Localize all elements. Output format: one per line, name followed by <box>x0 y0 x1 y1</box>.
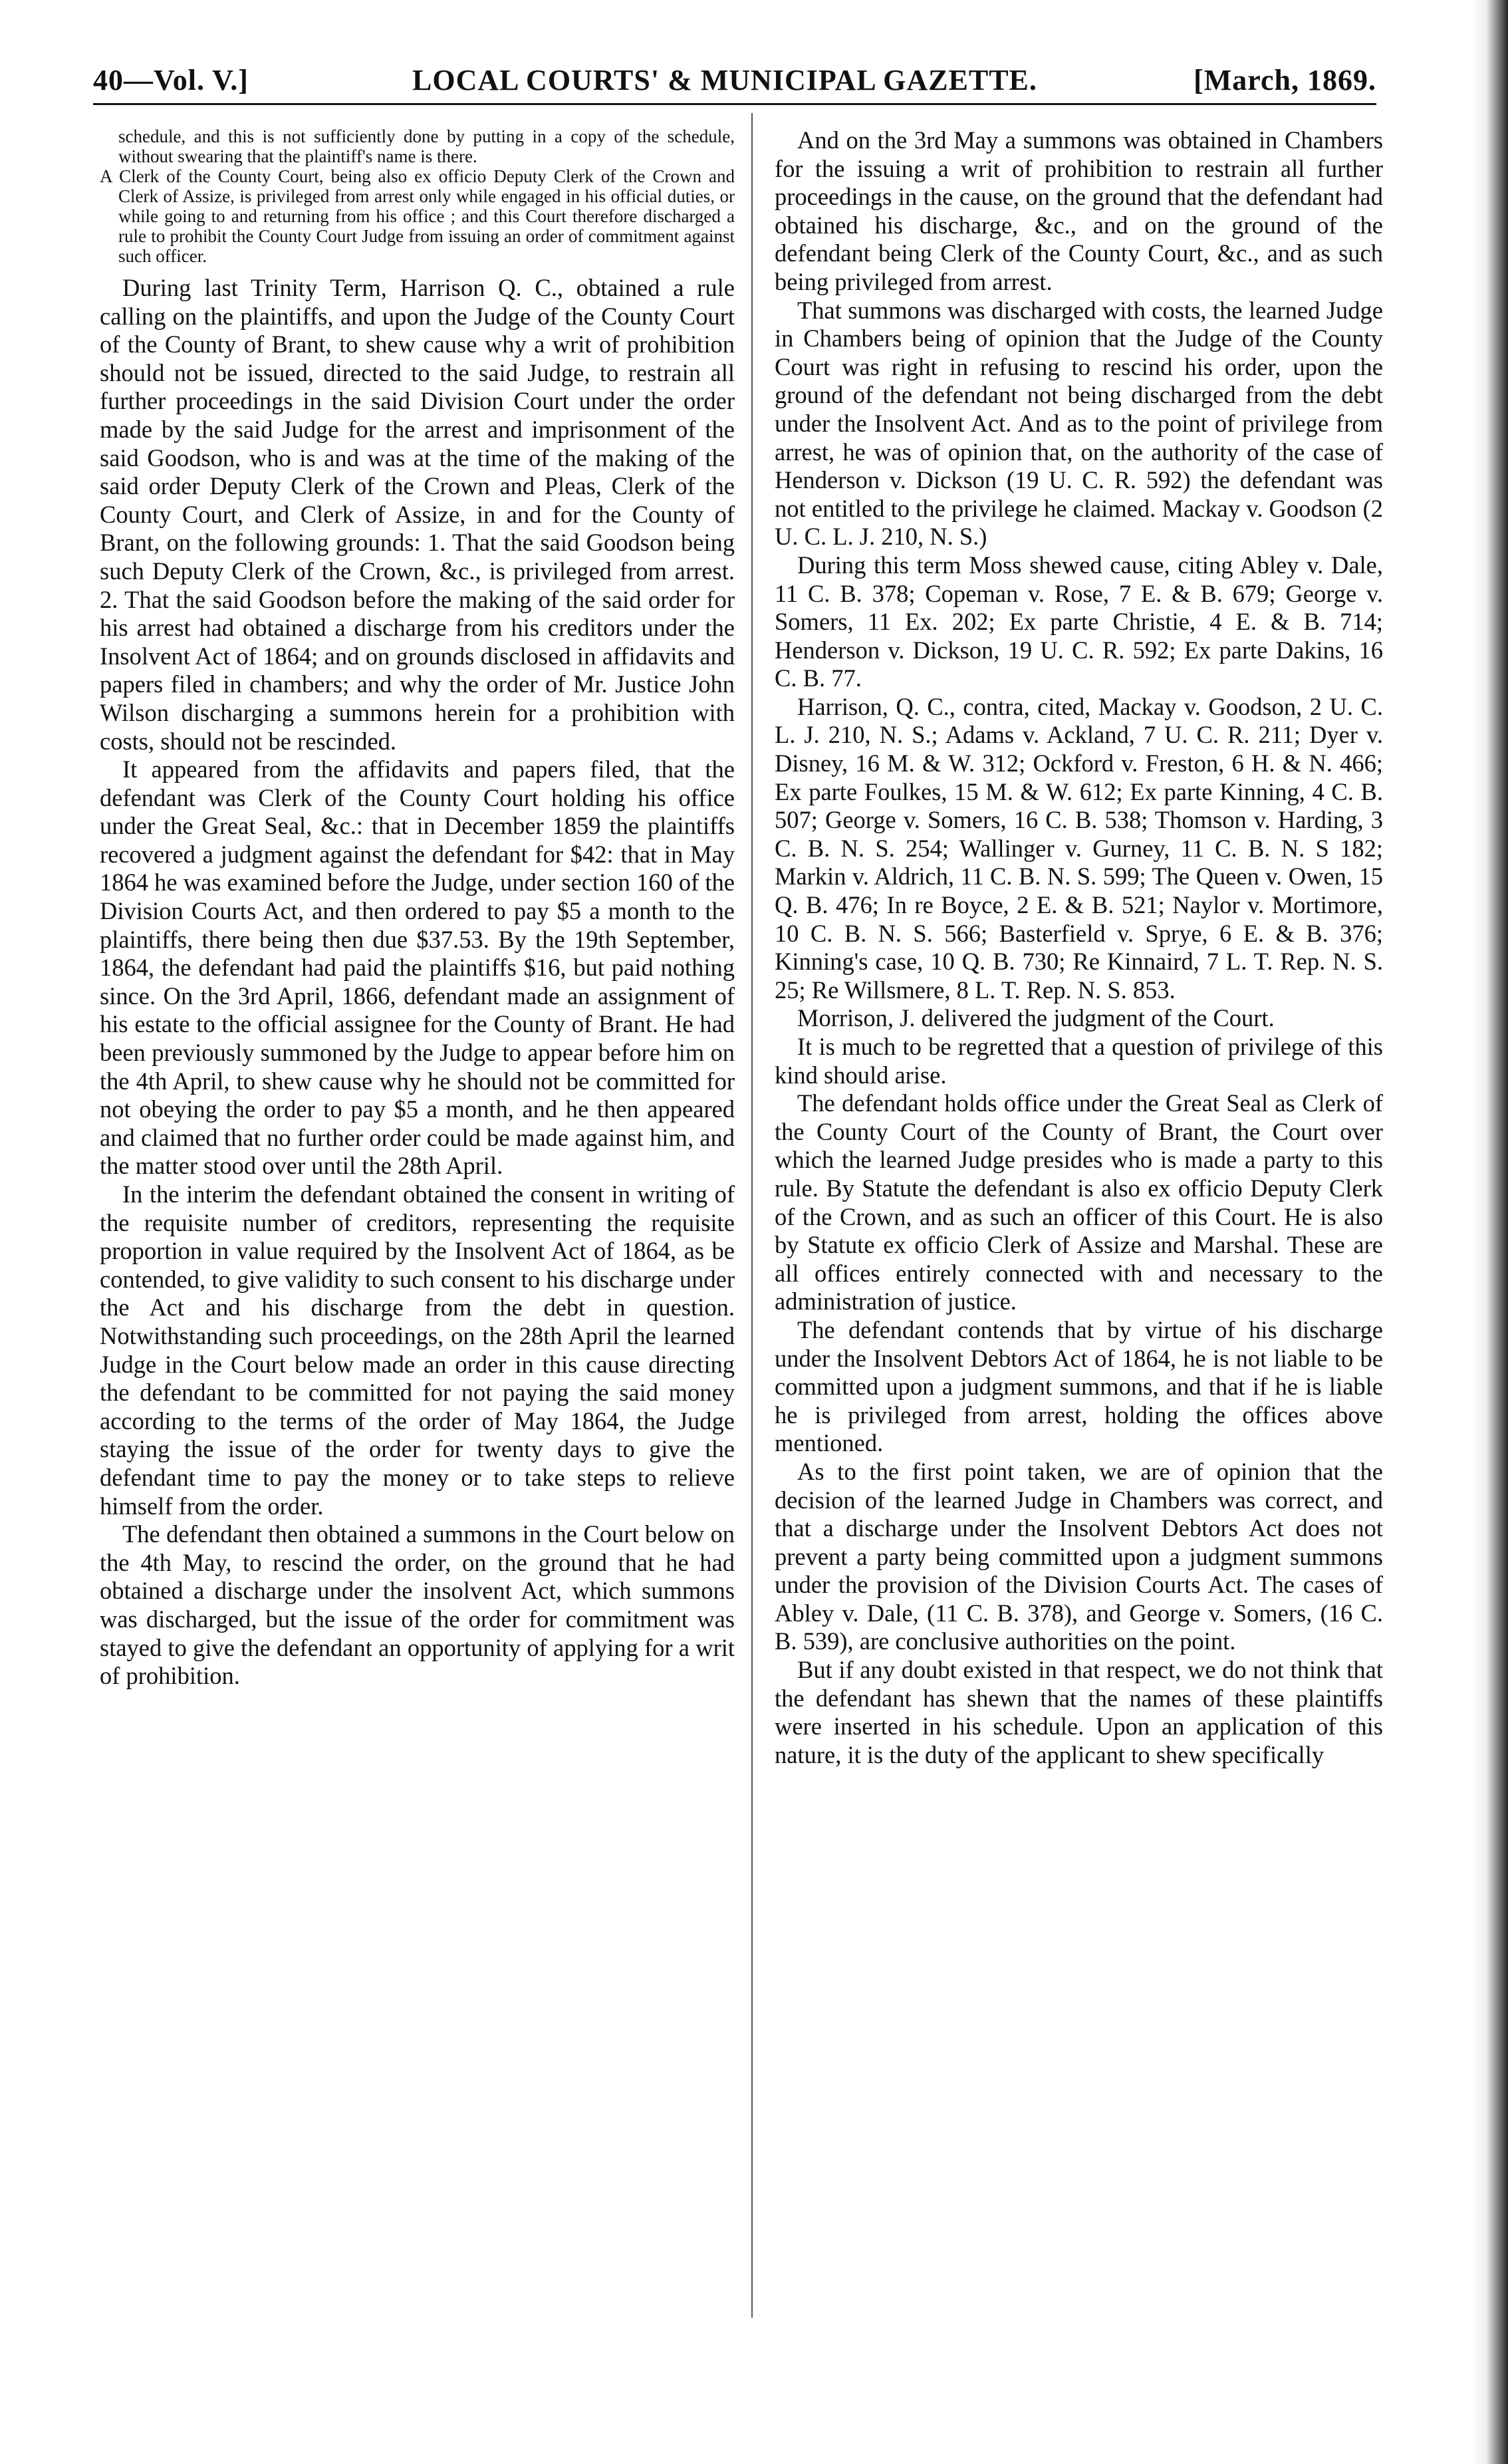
publication-title: LOCAL COURTS' & MUNICIPAL GAZETTE. <box>412 64 1037 96</box>
body-paragraph: As to the first point taken, we are of opinion that the decision of the learned Judge in Chambers was correct, and that a discharge under the Insolvent Debtors Act does not prevent a party being committed upon a judgment summons under the provision of the Division Courts Act. The cases of Abley v. Dale, (11 C. B. 378), and George v. Somers, (16 C. B. 539), are conclusive authorities on the point. <box>775 1457 1383 1655</box>
column-divider <box>751 113 753 2318</box>
scan-edge-shadow <box>1471 0 1508 2464</box>
page-header <box>93 63 1376 105</box>
volume-page-number: 40—Vol. V.] <box>93 64 249 96</box>
body-paragraph: Morrison, J. delivered the judgment of the Court. <box>797 1004 1275 1032</box>
issue-date: [March, 1869. <box>1194 64 1376 96</box>
headnote-continuation: schedule, and this is not sufficiently done by putting in a copy of the schedule, without swearing that the plaintiff's name is there. <box>118 126 735 166</box>
body-paragraph: And on the 3rd May a summons was obtained in Chambers for the issuing a writ of prohibition to restrain all further proceedings in the cause, on the ground that the defendant had obtained his discharge, &c., and on the ground of the defendant being Clerk of the County Court, &c., and as such being privileged from arrest. <box>775 126 1383 295</box>
headnote-paragraph: A Clerk of the County Court, being also ex officio Deputy Clerk of the Crown and Clerk of Assize, is privileged from arrest only while engaged in his official duties, or while going to and returning from his office ; and this Court therefore discharged a rule to prohibit the County Court Judge from issuing an order of commitment against such officer. <box>100 166 735 266</box>
body-paragraph: But if any doubt existed in that respect, we do not think that the defendant has shewn that the names of these plaintiffs were inserted in his schedule. Upon an application of this nature, it is the duty of the applicant to shew specifically <box>775 1656 1383 1768</box>
right-column <box>775 126 1383 1769</box>
body-paragraph: It is much to be regretted that a question of privilege of this kind should arise. <box>775 1033 1383 1089</box>
body-paragraph: The defendant contends that by virtue of his discharge under the Insolvent Debtors Act of 1864, he is not liable to be committed upon a judgment summons, and that if he is liable he is privileged from arrest, holding the offices above mentioned. <box>775 1315 1383 1457</box>
body-paragraph: That summons was discharged with costs, the learned Judge in Chambers being of opinion that the Judge of the County Court was right in refusing to rescind his order, upon the ground of the defendant not being discharged from the debt under the Insolvent Act. And as to the point of privilege from arrest, he was of opinion that, on the authority of the case of Henderson v. Dickson (19 U. C. R. 592) the defendant was not entitled to the privilege he claimed. Mackay v. Goodson (2 U. C. L. J. 210, N. S.) <box>775 296 1383 551</box>
body-paragraph: Harrison, Q. C., contra, cited, Mackay v. Goodson, 2 U. C. L. J. 210, N. S.; Adams v. Ackland, 7 U. C. R. 211; Dyer v. Disney, 16 M. & W. 312; Ockford v. Freston, 6 H. & N. 466; Ex parte Foulkes, 15 M. & W. 612; Ex parte Kinning, 4 C. B. 507; George v. Somers, 16 C. B. 538; Thomson v. Harding, 3 C. B. N. S. 254; Wallinger v. Gurney, 11 C. B. N. S 182; Markin v. Aldrich, 11 C. B. N. S. 599; The Queen v. Owen, 15 Q. B. 476; In re Boyce, 2 E. & B. 521; Naylor v. Mortimore, 10 C. B. N. S. 566; Basterfield v. Sprye, 6 E. & B. 376; Kinning's case, 10 Q. B. 730; Re Kinnaird, 7 L. T. Rep. N. S. 25; Re Willsmere, 8 L. T. Rep. N. S. 853. <box>775 692 1383 1004</box>
body-paragraph: It appeared from the affidavits and papers filed, that the defendant was Clerk of the County Court holding his office under the Great Seal, &c.: that in December 1859 the plaintiffs recovered a judgment against the defendant for $42: that in May 1864 he was examined before the Judge, under section 160 of the Division Courts Act, and then ordered to pay $5 a month to the plaintiffs, there being then due $37.53. By the 19th September, 1864, the defendant had paid the plaintiffs $16, but paid nothing since. On the 3rd April, 1866, defendant made an assignment of his estate to the official assignee for the County of Brant. He had been previously summoned by the Judge to appear before him on the 4th April, to shew cause why he should not be committed for not obeying the order to pay $5 a month, and he then appeared and claimed that no further order could be made against him, and the matter stood over until the 28th April. <box>100 755 735 1180</box>
body-paragraph: In the interim the defendant obtained the consent in writing of the requisite number of creditors, representing the requisite proportion in value required by the Insolvent Act of 1864, as be contended, to give validity to such consent to his discharge under the Act and his discharge from the debt in question. Notwithstanding such proceedings, on the 28th April the learned Judge in the Court below made an order in this cause directing the defendant to be committed for not paying the said money according to the terms of the order of May 1864, the Judge staying the issue of the order for twenty days to give the defendant time to pay the money or to take steps to relieve himself from the order. <box>100 1180 735 1520</box>
body-paragraph: The defendant then obtained a summons in the Court below on the 4th May, to rescind the order, on the ground that he had obtained a discharge under the insolvent Act, which summons was discharged, but the issue of the order for commitment was stayed to give the defendant an opportunity of applying for a writ of prohibition. <box>100 1520 735 1690</box>
body-paragraph: During last Trinity Term, Harrison Q. C., obtained a rule calling on the plaintiffs, and upon the Judge of the County Court of the County of Brant, to shew cause why a writ of prohibition should not be issued, directed to the said Judge, to restrain all further proceedings in the said Division Court under the order made by the said Judge for the arrest and imprisonment of the said Goodson, who is and was at the time of the making of the said order Deputy Clerk of the Crown and Pleas, Clerk of the County Court, and Clerk of Assize, in and for the County of Brant, on the following grounds: 1. That the said Goodson being such Deputy Clerk of the Crown, &c., is privileged from arrest. 2. That the said Goodson before the making of the said order for his arrest had obtained a discharge from his creditors under the Insolvent Act of 1864; and on grounds disclosed in affidavits and papers filed in chambers; and why the order of Mr. Justice John Wilson discharging a summons herein for a prohibition with costs, should not be rescinded. <box>100 274 735 755</box>
case-headnote <box>100 126 735 266</box>
left-column <box>100 126 735 1691</box>
body-paragraph: During this term Moss shewed cause, citing Abley v. Dale, 11 C. B. 378; Copeman v. Rose, 7 E. & B. 679; George v. Somers, 11 Ex. 202; Ex parte Christie, 4 E. & B. 714; Henderson v. Dickson, 19 U. C. R. 592; Ex parte Dakins, 16 C. B. 77. <box>775 551 1383 692</box>
body-paragraph: The defendant holds office under the Great Seal as Clerk of the County Court of the County of Brant, the Court over which the learned Judge presides who is made a party to this rule. By Statute the defendant is also ex officio Deputy Clerk of the Crown, and as such an officer of this Court. He is also by Statute ex officio Clerk of Assize and Marshal. These are all offices entirely connected with and necessary to the administration of justice. <box>775 1089 1383 1315</box>
